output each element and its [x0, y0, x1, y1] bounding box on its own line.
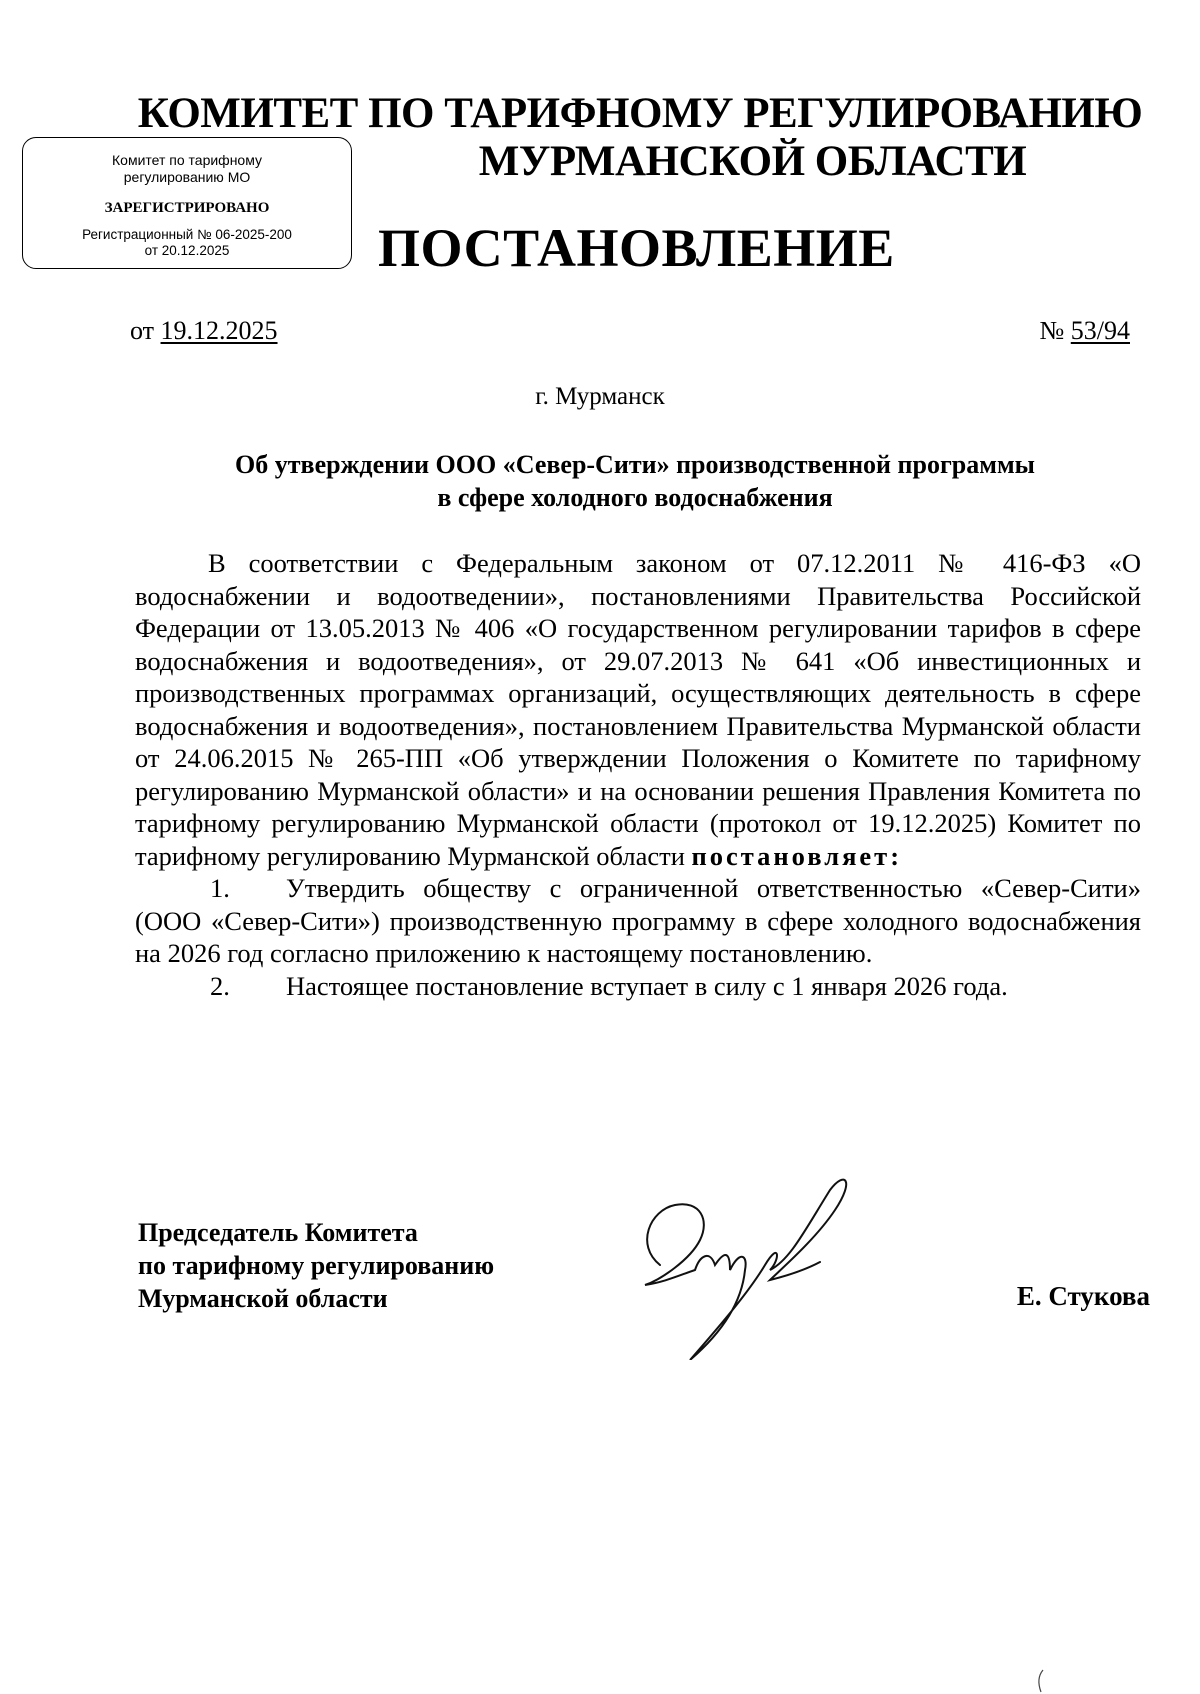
city: г. Мурманск [535, 383, 665, 410]
org-title-line1: КОМИТЕТ ПО ТАРИФНОМУ РЕГУЛИРОВАНИЮ [137, 90, 1143, 137]
stamp-org-line2: регулированию МО [123, 169, 251, 185]
signer-title-line1: Председатель Комитета [138, 1218, 418, 1247]
org-title-line2: МУРМАНСКОЙ ОБЛАСТИ [478, 138, 1027, 185]
signer-title-line2: по тарифному регулированию [138, 1251, 495, 1280]
handwritten-signature [630, 1170, 860, 1360]
registration-stamp [22, 137, 352, 269]
list-item [135, 970, 1141, 1003]
item-text: Утвердить обществу с ограниченной ответственностью «Север-Сити» (ООО «Север-Сити») производственную программу в сфере холодного водоснабжения на 2026 год согласно приложению к настоящему постановлению. [135, 873, 1141, 968]
item-text: Настоящее постановление вступает в силу с 1 января 2026 года. [286, 970, 1008, 1001]
number-value: 53/94 [1070, 316, 1130, 345]
intro-text: В соответствии с Федеральным законом от 07.12.2011 № 416-ФЗ «О водоснабжении и водоотведении», постановлениями Правительства Российской Федерации от 13.05.2013 № 406 «О государственном регулировании тарифов в сфере водоснабжения и водоотведения», от 29.07.2013 № 641 «Об инвестиционных и производственных программах организаций, осуществляющих деятельность в сфере водоснабжения и водоотведения», постановлением Правительства Мурманской области от 24.06.2015 № 265-ПП «Об утверждении Положения о Комитете по тарифному регулированию Мурманской области» и на основании решения Правления Комитета по тарифному регулированию Мурманской области (протокол от 19.12.2025) Комитет по тарифному регулированию Мурманской области [135, 548, 1141, 871]
document-subject [130, 448, 1140, 514]
resolves-word: постановляет: [691, 840, 903, 871]
signer-name: Е. Стукова [1016, 1281, 1150, 1311]
stamp-reg-date: от 20.12.2025 [144, 243, 230, 258]
signer-title [138, 1216, 494, 1315]
document-date [130, 316, 278, 346]
item-number: 2. [210, 970, 230, 1001]
scan-mark [1035, 1668, 1047, 1694]
stamp-reg-number: Регистрационный № 06-2025-200 [82, 227, 292, 242]
date-prefix: от [130, 316, 155, 345]
document-type: ПОСТАНОВЛЕНИЕ [378, 218, 895, 278]
date-value: 19.12.2025 [160, 316, 278, 345]
intro-paragraph [135, 547, 1141, 872]
subject-line2: в сфере холодного водоснабжения [437, 483, 833, 512]
stamp-org-line1: Комитет по тарифному [112, 152, 262, 168]
document-body [135, 547, 1141, 1002]
number-prefix: № [1039, 316, 1065, 345]
list-item [135, 872, 1141, 970]
signer-title-line3: Мурманской области [138, 1284, 388, 1313]
stamp-status: ЗАРЕГИСТРИРОВАНО [104, 200, 270, 216]
subject-line1: Об утверждении ООО «Север-Сити» производственной программы [235, 450, 1035, 479]
item-number: 1. [210, 873, 230, 903]
document-number [1039, 316, 1130, 346]
